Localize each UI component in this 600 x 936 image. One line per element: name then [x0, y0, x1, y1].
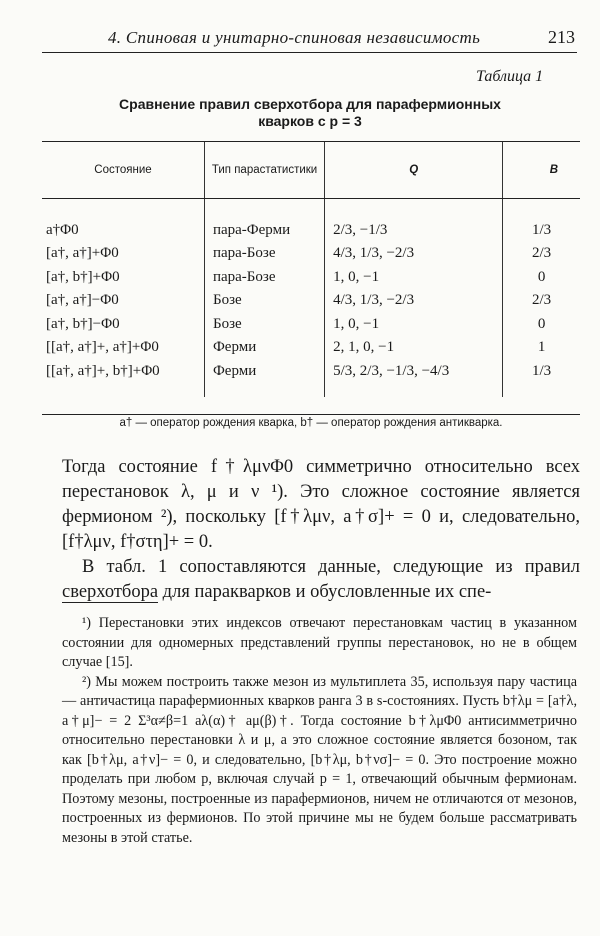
q-cell: 4/3, 1/3, −2/3: [325, 242, 503, 266]
q-cell: 2, 1, 0, −1: [325, 336, 503, 360]
col-header-q: Q: [325, 142, 503, 199]
header-rule: [42, 52, 577, 53]
table-title-line1: Сравнение правил сверхотбора для парафермионных: [119, 96, 501, 112]
q-cell: 5/3, 2/3, −1/3, −4/3: [325, 360, 503, 398]
main-text: [62, 455, 580, 605]
state-cell: [a†, a†]+Φ0: [46, 245, 119, 262]
table-header-row: [42, 142, 580, 199]
b-cell: 2/3: [503, 242, 580, 266]
type-cell: Бозе: [204, 289, 324, 313]
type-cell: пара-Бозе: [204, 242, 324, 266]
state-cell: [[a†, a†]+, b†]+Φ0: [46, 362, 160, 379]
paragraph: В табл. 1 сопоставляются данные, следующие из правил сверхотбора для паракварков и обусловленные их спе-: [62, 557, 580, 602]
b-cell: 1: [503, 336, 580, 360]
footnotes: [62, 614, 577, 848]
b-cell: 0: [503, 313, 580, 337]
table-row: [42, 289, 580, 313]
table-bottom-rule: [42, 414, 580, 415]
footnote-2: ²) Мы можем построить также мезон из мультиплета 35, используя пару частица — античастица парафермионных кварков ранга 3 в s-состояниях. Пусть b†λμ = [a†λ, a†μ]− = 2 Σ³α≠β=1 aλ(α)† aμ(β)†. Тогда состояние b†λμΦ0 антисимметрично относительно перестановки λ и μ, а это сложное состояние является бозоном, так как [b†λμ, a†ν]− = 0, и следовательно, [b†λμ, b†νσ]− = 0. Это построение можно проделать при любом p, включая случай p = 1, отвечающий обычным фермионам. Поэтому мезоны, построенные из парафермионов, ничем не отличаются от мезонов, построенных из фермионов. По этой причине мы не будем больше рассматривать мезоны в этой статье.: [62, 673, 577, 846]
type-cell: Ферми: [204, 336, 324, 360]
table-row: [42, 336, 580, 360]
state-cell: [a†, b†]+Φ0: [46, 268, 120, 285]
table-row: [42, 199, 580, 243]
table-note: a† — оператор рождения кварка, b† — оператор рождения антикварка.: [119, 417, 503, 429]
table-row: [42, 360, 580, 398]
b-cell: 1/3: [503, 199, 580, 243]
state-cell: a†Φ0: [46, 222, 79, 238]
table-row: [42, 266, 580, 290]
b-cell: 0: [503, 266, 580, 290]
b-cell: 2/3: [503, 289, 580, 313]
footnote-1: ¹) Перестановки этих индексов отвечают перестановкам частиц в указанном состоянии для одномерных представлений группы перестановок, но не в общем случае [15].: [62, 615, 577, 670]
table-row: [42, 242, 580, 266]
footnote-rule: [62, 602, 158, 603]
col-header-b: B: [503, 142, 580, 199]
table-title-line2: кварков с p = 3: [258, 113, 362, 129]
type-cell: Ферми: [204, 360, 324, 398]
type-cell: Бозе: [204, 313, 324, 337]
page-number: 213: [548, 27, 575, 47]
col-header-type: Тип парастатистики: [204, 142, 324, 199]
paragraph: Тогда состояние f†λμνΦ0 симметрично относительно всех перестановок λ, μ и ν ¹). Это сложное состояние является фермионом ²), поскольку [f†λμν, a†σ]+ = 0 и, следовательно, [f†λμν, f†στη]+ = 0.: [62, 457, 580, 552]
table-row: [42, 313, 580, 337]
q-cell: 4/3, 1/3, −2/3: [325, 289, 503, 313]
type-cell: пара-Ферми: [204, 199, 324, 243]
type-cell: пара-Бозе: [204, 266, 324, 290]
table-title: [60, 96, 560, 130]
state-cell: [a†, b†]−Φ0: [46, 315, 120, 332]
col-header-state: Состояние: [42, 142, 204, 199]
q-cell: 2/3, −1/3: [325, 199, 503, 243]
running-header: 4. Спиновая и унитарно-спиновая независимость: [108, 28, 481, 47]
state-cell: [a†, a†]−Φ0: [46, 292, 119, 309]
q-cell: 1, 0, −1: [325, 313, 503, 337]
state-cell: [[a†, a†]+, a†]+Φ0: [46, 339, 159, 356]
table-label: Таблица 1: [476, 68, 544, 85]
q-cell: 1, 0, −1: [325, 266, 503, 290]
b-cell: 1/3: [503, 360, 580, 398]
superselection-table: [42, 141, 580, 397]
